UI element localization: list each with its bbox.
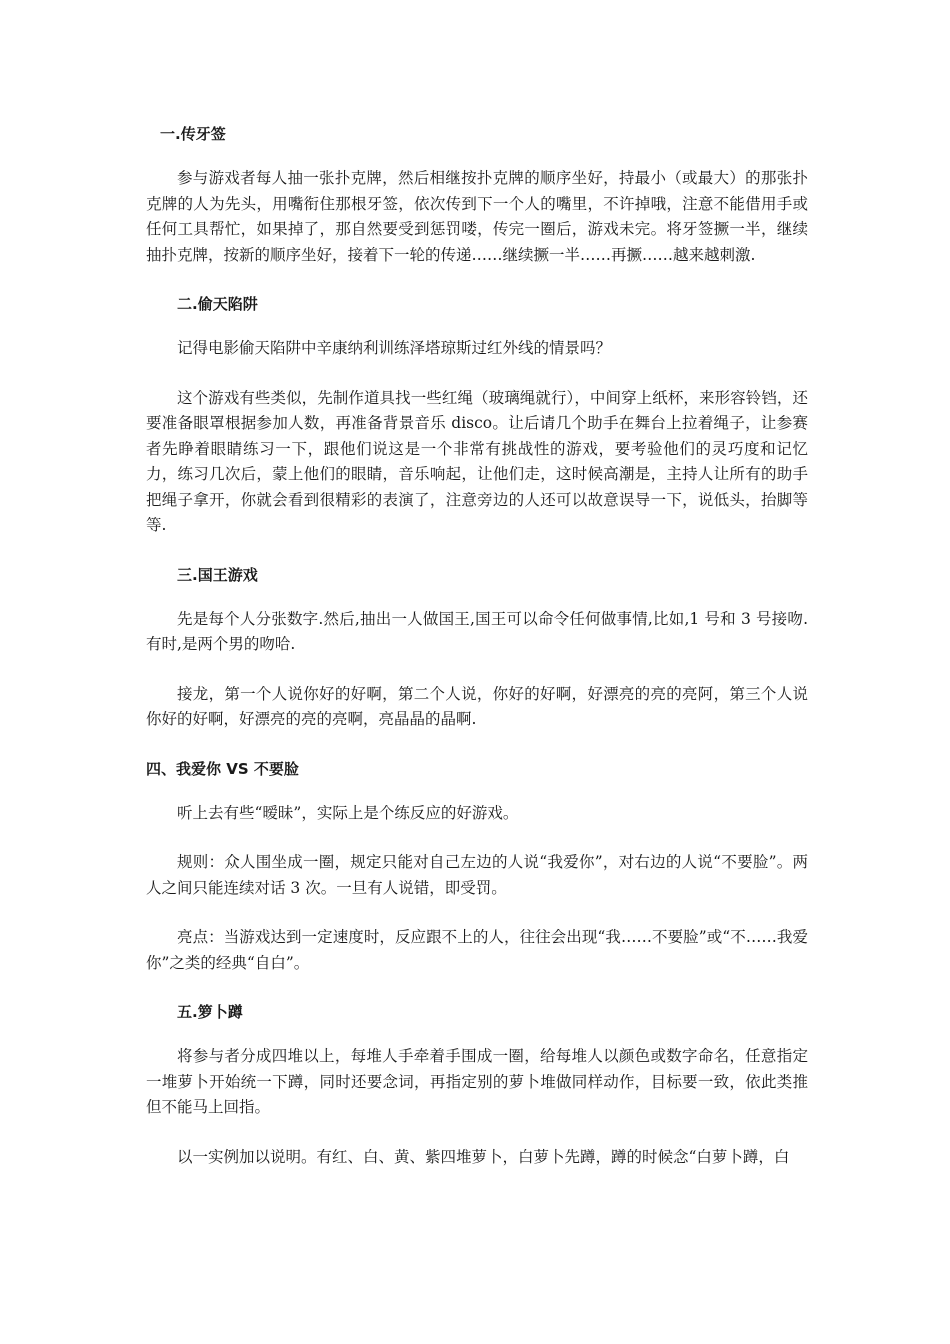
- paragraph: 记得电影偷天陷阱中辛康纳利训练泽塔琼斯过红外线的情景吗？: [177, 339, 612, 357]
- section-heading: 五.箩卜蹲: [177, 1003, 243, 1021]
- document-page: [146, 110, 808, 1194]
- paragraph: 参与游戏者每人抽一张扑克牌，然后相继按扑克牌的顺序坐好，持最小（或最大）的那张扑克牌的人为先头，用嘴衔住那根牙签，依次传到下一个人的嘴里，不许掉哦，注意不能借用手或任何工具帮忙，如果掉了，那自然要受到惩罚喽，传完一圈后，游戏未完。将牙签撅一半，继续抽扑克牌，按新的顺序坐好，接着下一轮的传递……继续撅一半……再撅……越来越刺激.: [146, 169, 808, 264]
- paragraph: 将参与者分成四堆以上，每堆人手牵着手围成一圈，给每堆人以颜色或数字命名，任意指定一堆萝卜开始统一下蹲，同时还要念词，再指定别的萝卜堆做同样动作，目标要一致，依此类推但不能马上回指。: [146, 1047, 808, 1116]
- paragraph: 听上去有些“暧昧”，实际上是个练反应的好游戏。: [177, 803, 519, 822]
- section-heading: 二.偷天陷阱: [177, 295, 258, 313]
- section-heading: 三.国王游戏: [177, 565, 258, 584]
- paragraph: 以一实例加以说明。有红、白、黄、紫四堆萝卜，白萝卜先蹲，蹲的时候念“白萝卜蹲，白: [177, 1147, 790, 1166]
- paragraph: 这个游戏有些类似，先制作道具找一些红绳（玻璃绳就行），中间穿上纸杯，来形容铃铛，还要准备眼罩根据参加人数，再准备背景音乐 disco。让后请几个助手在舞台上拉着绳子，让参赛者先睁着眼睛练习一下，跟他们说这是一个非常有挑战性的游戏，要考验他们的灵巧度和记忆力，练习几次后，蒙上他们的眼睛，音乐响起，让他们走，这时候高潮是，主持人让所有的助手把绳子拿开，你就会看到很精彩的表演了，注意旁边的人还可以故意误导一下，说低头，抬脚等等.: [146, 388, 808, 534]
- section-heading: 一.传牙签: [160, 125, 226, 143]
- paragraph: 规则：众人围坐成一圈，规定只能对自己左边的人说“我爱你”，对右边的人说“不要脸”。两人之间只能连续对话 3 次。一旦有人说错，即受罚。: [146, 853, 808, 897]
- paragraph: 接龙，第一个人说你好的好啊，第二个人说，你好的好啊，好漂亮的亮的亮阿，第三个人说你好的好啊，好漂亮的亮的亮啊，亮晶晶的晶啊.: [146, 684, 808, 728]
- paragraph: 先是每个人分张数字.然后,抽出一人做国王,国王可以命令任何做事情,比如,1 号和 3 号接吻.有时,是两个男的吻哈.: [146, 609, 808, 653]
- section-heading: 四、我爱你 VS 不要脸: [146, 759, 299, 778]
- paragraph: 亮点：当游戏达到一定速度时，反应跟不上的人，往往会出现“我……不要脸”或“不……我爱你”之类的经典“自白”。: [146, 928, 808, 972]
